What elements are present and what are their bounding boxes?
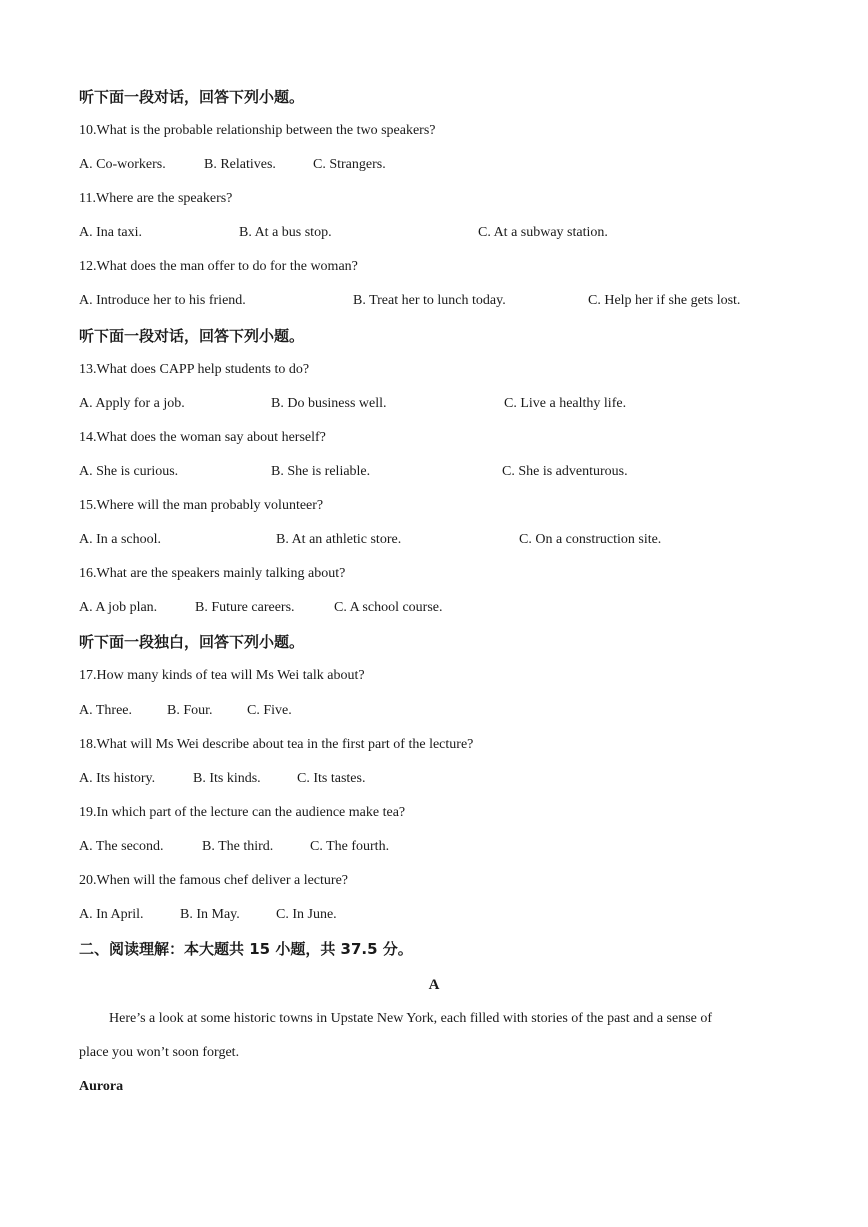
option-a: A. Apply for a job. xyxy=(79,396,185,411)
option-b: B. The third. xyxy=(202,839,274,854)
option-b: B. Treat her to lunch today. xyxy=(353,293,506,308)
option-a: A. Three. xyxy=(79,703,132,718)
option-b: B. Future careers. xyxy=(195,600,295,615)
option-c: C. Its tastes. xyxy=(297,771,366,786)
option-a: A. Co-workers. xyxy=(79,157,166,172)
question-text: 13.What does CAPP help students to do? xyxy=(79,362,310,377)
question-text: 14.What does the woman say about herself? xyxy=(79,430,326,445)
passage-intro-line: place you won’t soon forget. xyxy=(79,1045,240,1060)
option-c: C. She is adventurous. xyxy=(502,464,628,479)
option-c: C. Help her if she gets lost. xyxy=(588,293,741,308)
question-text: 19.In which part of the lecture can the audience make tea? xyxy=(79,805,406,820)
question-text: 15.Where will the man probably volunteer? xyxy=(79,498,324,513)
question-text: 11.Where are the speakers? xyxy=(79,191,233,206)
option-c: C. Live a healthy life. xyxy=(504,396,627,411)
option-a: A. Its history. xyxy=(79,771,156,786)
option-a: A. In a school. xyxy=(79,532,162,547)
option-b: B. She is reliable. xyxy=(271,464,371,479)
passage-label: A xyxy=(428,977,440,993)
section-heading: 听下面一段对话，回答下列小题。 xyxy=(79,327,305,345)
option-b: B. In May. xyxy=(180,907,240,922)
option-a: A. Ina taxi. xyxy=(79,225,142,240)
question-text: 18.What will Ms Wei describe about tea in the first part of the lecture? xyxy=(79,737,474,752)
option-b: B. Do business well. xyxy=(271,396,387,411)
option-c: C. Strangers. xyxy=(313,157,386,172)
part-heading: 二、阅读理解：本大题共 15 小题，共 37.5 分。 xyxy=(79,940,413,958)
question-text: 10.What is the probable relationship between the two speakers? xyxy=(79,123,436,138)
option-b: B. Relatives. xyxy=(204,157,276,172)
section-heading: 听下面一段对话，回答下列小题。 xyxy=(79,88,305,106)
passage-subheading: Aurora xyxy=(79,1079,124,1094)
option-a: A. She is curious. xyxy=(79,464,179,479)
question-text: 16.What are the speakers mainly talking about? xyxy=(79,566,346,581)
option-c: C. Five. xyxy=(247,703,292,718)
option-c: C. On a construction site. xyxy=(519,532,662,547)
option-a: A. Introduce her to his friend. xyxy=(79,293,246,308)
passage-intro-line: Here’s a look at some historic towns in Upstate New York, each filled with stories of the past and a sense of xyxy=(109,1011,713,1026)
option-b: B. At a bus stop. xyxy=(239,225,332,240)
option-a: A. The second. xyxy=(79,839,164,854)
option-c: C. In June. xyxy=(276,907,337,922)
section-heading: 听下面一段独白，回答下列小题。 xyxy=(79,633,305,651)
question-text: 12.What does the man offer to do for the woman? xyxy=(79,259,358,274)
option-b: B. Its kinds. xyxy=(193,771,261,786)
option-b: B. Four. xyxy=(167,703,213,718)
question-text: 20.When will the famous chef deliver a lecture? xyxy=(79,873,348,888)
option-b: B. At an athletic store. xyxy=(276,532,402,547)
question-text: 17.How many kinds of tea will Ms Wei talk about? xyxy=(79,668,365,683)
option-a: A. In April. xyxy=(79,907,144,922)
option-c: C. At a subway station. xyxy=(478,225,608,240)
option-c: C. The fourth. xyxy=(310,839,390,854)
option-a: A. A job plan. xyxy=(79,600,158,615)
option-c: C. A school course. xyxy=(334,600,443,615)
